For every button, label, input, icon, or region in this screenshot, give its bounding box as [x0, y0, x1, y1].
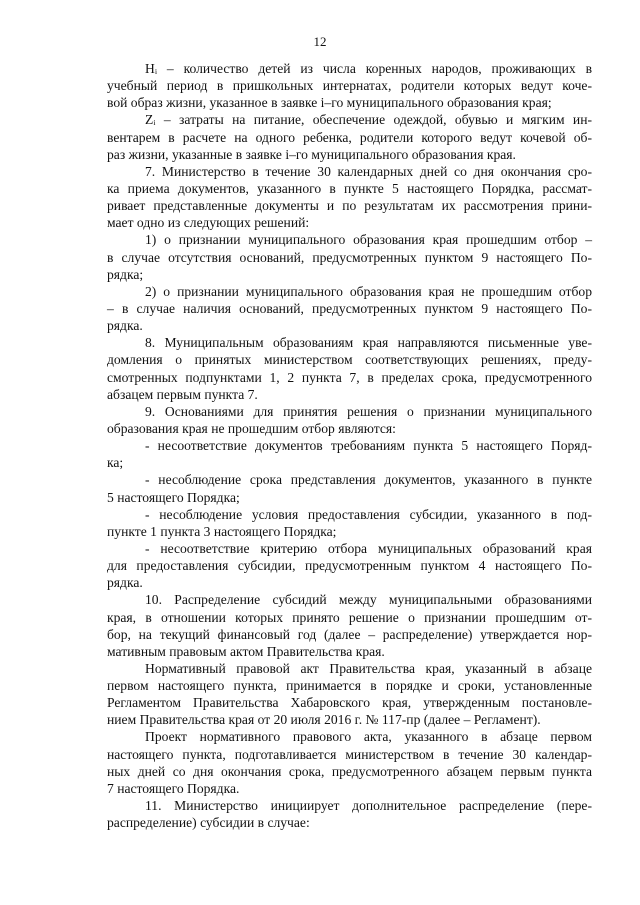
text-line: настоящего пункта, подготавливается министерством в течение 30 календар- — [107, 746, 592, 762]
text-line: вой образ жизни, указанное в заявке i–го муниципального образования края; — [107, 95, 552, 111]
text-line: смотренных подпунктами 1, 2 пункта 7, в пределах срока, предусмотренного — [107, 369, 592, 385]
document-body — [107, 60, 592, 831]
text-line: - несоблюдение срока представления документов, указанного в пункте — [145, 472, 592, 488]
text-line: 10. Распределение субсидий между муниципальными образованиями — [145, 592, 592, 608]
text-line: рядка. — [107, 318, 143, 334]
text-line: пункте 1 пункта 3 настоящего Порядка; — [107, 523, 337, 539]
text-line: в случае отсутствия оснований, предусмотренных пунктом 9 настоящего По- — [107, 249, 592, 265]
text-line: абзацем первым пункта 7. — [107, 386, 258, 402]
text-line: – в случае наличия оснований, предусмотренных пунктом 9 настоящего По- — [107, 300, 592, 316]
text-line: бор, на текущий финансовый год (далее – распределение) утверждается нор- — [107, 626, 592, 642]
text-line: 7. Министерство в течение 30 календарных дней со дня окончания сро- — [145, 163, 592, 179]
text-line: ка приема документов, указанного в пункте 5 настоящего Порядка, рассмат- — [107, 180, 592, 196]
text-line: ривает представленные документы и по результатам их рассмотрения прини- — [107, 198, 592, 214]
text-line: домления о принятых министерством соответствующих решениях, преду- — [107, 352, 592, 368]
text-line: рядка; — [107, 266, 144, 282]
text-line: 8. Муниципальным образованиям края направляются письменные уве- — [145, 335, 592, 351]
text-line: нием Правительства края от 20 июля 2016 г. № 117-пр (далее – Регламент). — [107, 712, 541, 728]
text-line: 2) о признании муниципального образования края не прошедшим отбор — [145, 283, 592, 299]
text-line: для предоставления субсидии, предусмотренным пунктом 4 настоящего По- — [107, 558, 592, 574]
text-line: края, в отношении которых принято решение о признании прошедшим от- — [107, 609, 592, 625]
text-line: - несоответствие критерию отбора муниципальных образований края — [145, 540, 592, 556]
text-line: Zᵢ – затраты на питание, обеспечение одеждой, обувью и мягким ин- — [145, 112, 592, 128]
text-line: раз жизни, указанные в заявке i–го муниципального образования края. — [107, 146, 516, 162]
text-line: 11. Министерство инициирует дополнительное распределение (пере- — [145, 798, 592, 814]
text-line: распределение) субсидии в случае: — [107, 815, 310, 831]
text-line: учебный период в пришкольных интернатах, родители которых ведут коче- — [107, 78, 592, 94]
text-line: 1) о признании муниципального образования края прошедшим отбор – — [145, 232, 592, 248]
text-line: первом настоящего пункта, принимается в порядке и сроки, установленные — [107, 678, 592, 694]
page-number: 12 — [313, 34, 327, 49]
text-line: образования края не прошедшим отбор являются: — [107, 420, 396, 436]
text-line: - несоблюдение условия предоставления субсидии, указанного в под- — [145, 506, 592, 522]
text-line: вентарем в расчете на одного ребенка, родители которого ведут кочевой об- — [107, 129, 592, 145]
text-line: Проект нормативного правового акта, указанного в абзаце первом — [145, 729, 592, 745]
text-line: мает одно из следующих решений: — [107, 215, 310, 231]
text-line: 5 настоящего Порядка; — [107, 489, 240, 505]
text-line: рядка. — [107, 575, 143, 591]
text-line: - несоответствие документов требованиям пункта 5 настоящего Поряд- — [145, 438, 592, 454]
text-line: ных дней со дня окончания срока, предусмотренного абзацем первым пункта — [107, 763, 592, 779]
text-line: 7 настоящего Порядка. — [107, 780, 240, 796]
text-line: Регламентом Правительства Хабаровского края, утвержденным постановле- — [107, 695, 592, 711]
text-line: 9. Основаниями для принятия решения о признании муниципального — [145, 403, 592, 419]
text-line: Hᵢ – количество детей из числа коренных народов, проживающих в — [145, 61, 592, 76]
text-line: Нормативный правовой акт Правительства края, указанный в абзаце — [145, 660, 592, 676]
text-line: ка; — [107, 455, 124, 471]
text-line: мативным правовым актом Правительства края. — [107, 643, 385, 659]
